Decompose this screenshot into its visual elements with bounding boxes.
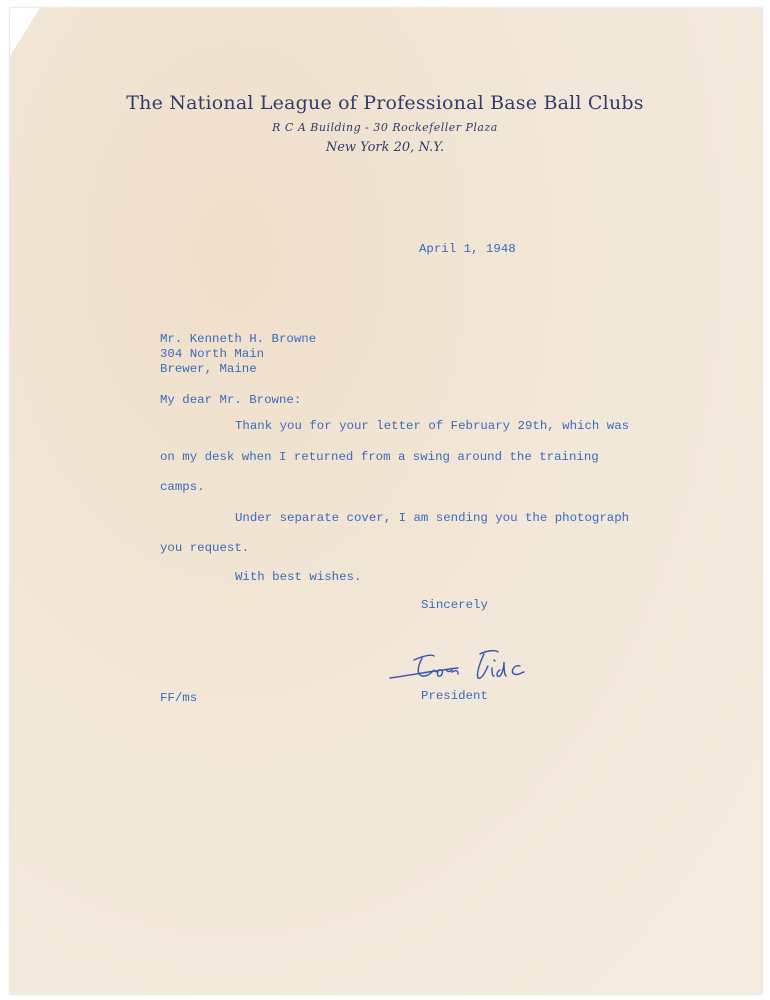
closing: Sincerely <box>421 598 488 612</box>
signer-title: President <box>421 689 488 703</box>
letterhead-city: New York 20, N.Y. <box>325 140 445 155</box>
recipient-street: 304 North Main <box>160 347 265 361</box>
recipient-name: Mr. Kenneth H. Browne <box>160 332 317 346</box>
torn-corner <box>10 8 40 56</box>
body-line: Under separate cover, I am sending you the photograph <box>235 511 630 525</box>
reference-initials: FF/ms <box>160 691 198 705</box>
body-line: you request. <box>160 541 250 555</box>
body-line: on my desk when I returned from a swing around the training <box>160 450 599 464</box>
letter-paper <box>10 8 762 994</box>
body-line: camps. <box>160 480 205 494</box>
letter-date: April 1, 1948 <box>419 242 516 256</box>
letterhead-address: R C A Building - 30 Rockefeller Plaza <box>272 121 498 134</box>
signature-image <box>388 648 538 688</box>
letterhead-organization: The National League of Professional Base Ball Clubs <box>126 92 644 114</box>
body-line: Thank you for your letter of February 29th, which was <box>235 419 630 433</box>
recipient-city: Brewer, Maine <box>160 362 257 376</box>
salutation: My dear Mr. Browne: <box>160 393 302 407</box>
body-line: With best wishes. <box>235 570 362 584</box>
